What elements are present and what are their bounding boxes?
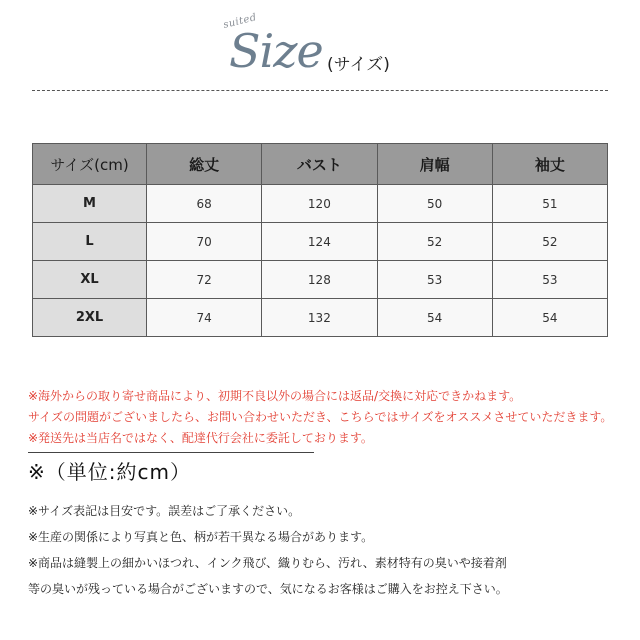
table-cell: 54	[492, 299, 607, 337]
unit-label: ※（単位:約cm）	[28, 460, 191, 484]
column-header: 総丈	[147, 144, 262, 185]
column-header: 肩幅	[377, 144, 492, 185]
table-cell: 53	[492, 261, 607, 299]
table-cell: 70	[147, 223, 262, 261]
table-row	[33, 223, 608, 261]
column-header: 袖丈	[492, 144, 607, 185]
table-cell: 51	[492, 185, 607, 223]
column-header: バスト	[262, 144, 377, 185]
table-cell: 72	[147, 261, 262, 299]
table-row	[33, 261, 608, 299]
size-label: 2XL	[33, 299, 147, 337]
product-notes	[28, 498, 618, 602]
table-cell: 74	[147, 299, 262, 337]
notice-line: サイズの問題がございましたら、お問い合わせいただき、こちらではサイズをオススメさせていただきます。	[28, 410, 613, 424]
table-cell: 68	[147, 185, 262, 223]
size-label: XL	[33, 261, 147, 299]
size-label: L	[33, 223, 147, 261]
header-tagline: suited	[222, 12, 258, 31]
size-label: M	[33, 185, 147, 223]
unit-divider	[28, 452, 314, 453]
table-cell: 52	[377, 223, 492, 261]
table-row	[33, 185, 608, 223]
table-cell: 52	[492, 223, 607, 261]
note-line: ※生産の関係により写真と色、柄が若干異なる場合があります。	[28, 530, 374, 544]
column-header: サイズ(cm)	[33, 144, 147, 185]
table-cell: 50	[377, 185, 492, 223]
table-header-row	[33, 144, 608, 185]
table-cell: 128	[262, 261, 377, 299]
notice-line: ※発送先は当店名ではなく、配達代行会社に委託しております。	[28, 431, 373, 445]
size-header	[215, 14, 475, 84]
table-cell: 124	[262, 223, 377, 261]
note-line: ※商品は縫製上の細かいほつれ、インク飛び、織りむら、汚れ、素材特有の臭いや接着剤	[28, 556, 507, 570]
table-cell: 120	[262, 185, 377, 223]
header-title: Size	[229, 24, 323, 78]
size-table	[32, 143, 608, 337]
table-cell: 132	[262, 299, 377, 337]
notice-line: ※海外からの取り寄せ商品により、初期不良以外の場合には返品/交換に対応できかねます。	[28, 389, 522, 403]
header-subtitle: (サイズ)	[327, 55, 390, 75]
shipping-notice	[28, 386, 618, 449]
note-line: 等の臭いが残っている場合がございますので、気になるお客様はご購入をお控え下さい。	[28, 582, 508, 596]
table-row	[33, 299, 608, 337]
table-cell: 53	[377, 261, 492, 299]
note-line: ※サイズ表記は目安です。誤差はご了承ください。	[28, 504, 301, 518]
dashed-divider	[32, 90, 608, 91]
table-cell: 54	[377, 299, 492, 337]
